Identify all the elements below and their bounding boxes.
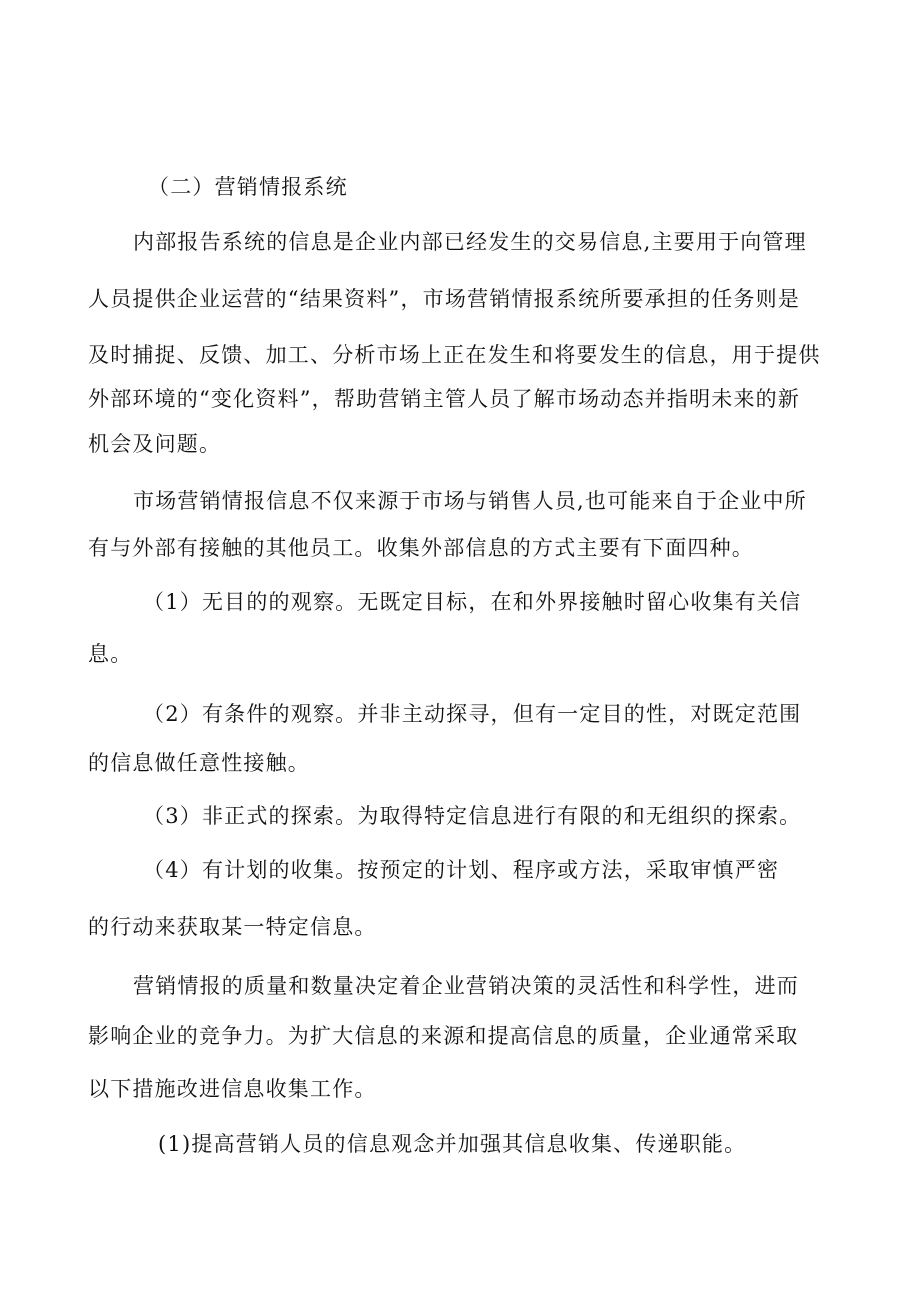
paragraph-line: 市场营销情报信息不仅来源于市场与销售人员,也可能来自于企业中所 [133, 489, 807, 513]
paragraph-line: 影响企业的竞争力。为扩大信息的来源和提高信息的质量，企业通常采取 [88, 1024, 799, 1048]
paragraph-line: 及时捕捉、反馈、加工、分析市场上正在发生和将要发生的信息，用于提供 [88, 343, 821, 367]
paragraph-line: 机会及问题。 [88, 432, 222, 456]
paragraph-line: 有与外部有接触的其他员工。收集外部信息的方式主要有下面四种。 [88, 536, 754, 560]
section-heading: （二）营销情报系统 [148, 175, 348, 199]
list-item-line: （1）无目的的观察。无既定目标，在和外界接触时留心收集有关信 [143, 590, 802, 614]
list-item-line: （2）有条件的观察。并非主动探寻，但有一定目的性，对既定范围 [143, 702, 802, 726]
paragraph-line: 营销情报的质量和数量决定着企业营销决策的灵活性和科学性，进而 [133, 974, 799, 998]
list-item-line: 息。 [88, 642, 133, 666]
list-item-line: 的信息做任意性接触。 [88, 751, 310, 775]
list-item-line: （3）非正式的探索。为取得特定信息进行有限的和无组织的探索。 [143, 804, 802, 828]
paragraph-line: 外部环境的“变化资料”，帮助营销主管人员了解市场动态并指明未来的新 [88, 387, 801, 411]
paragraph-line: 人员提供企业运营的“结果资料”，市场营销情报系统所要承担的任务则是 [88, 287, 801, 311]
list-item-line: (1)提高营销人员的信息观念并加强其信息收集、传递职能。 [158, 1132, 747, 1156]
list-item-line: （4）有计划的收集。按预定的计划、程序或方法，采取审慎严密 [143, 858, 780, 882]
paragraph-line: 内部报告系统的信息是企业内部已经发生的交易信息,主要用于向管理 [133, 230, 807, 254]
paragraph-line: 以下措施改进信息收集工作。 [88, 1077, 377, 1101]
list-item-line: 的行动来获取某一特定信息。 [88, 915, 377, 939]
